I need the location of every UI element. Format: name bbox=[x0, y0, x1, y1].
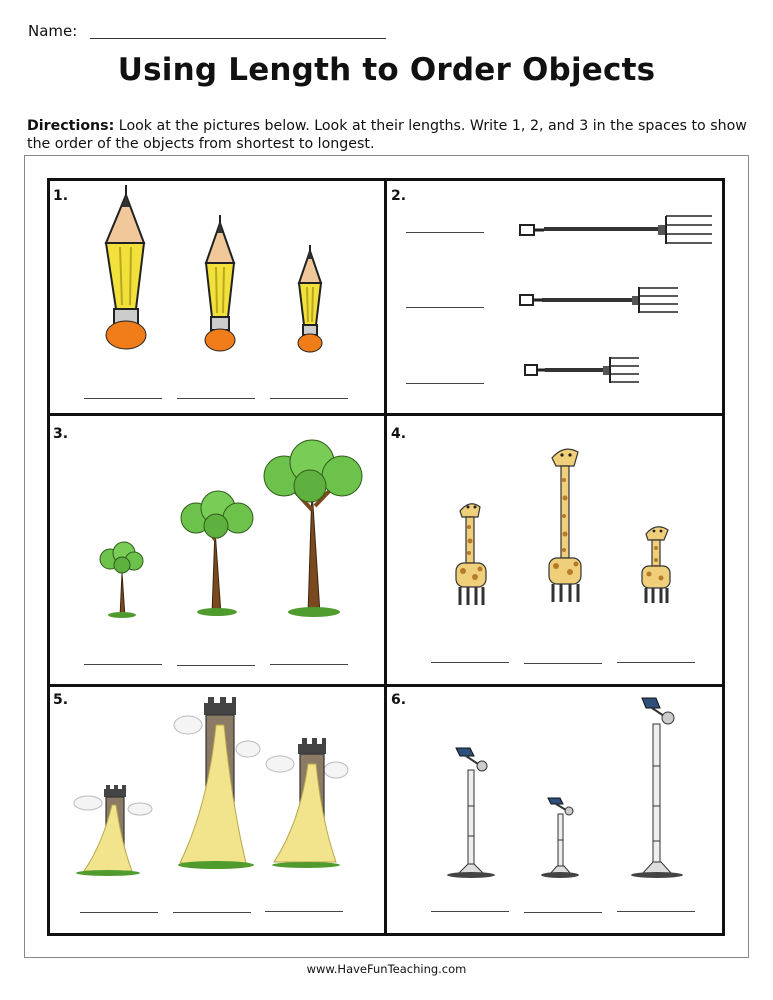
answer-blank-6a[interactable] bbox=[431, 911, 509, 912]
answer-blank-4c[interactable] bbox=[617, 662, 695, 663]
problem-1-number: 1. bbox=[53, 188, 69, 204]
giraffe-tall-icon bbox=[542, 440, 588, 606]
footer-website: www.HaveFunTeaching.com bbox=[306, 962, 467, 976]
grid-divider-horizontal-2 bbox=[47, 684, 725, 687]
tree-small-icon bbox=[98, 543, 146, 619]
pencil-large-icon bbox=[100, 185, 152, 353]
name-label: Name: bbox=[28, 22, 78, 40]
tower-short-icon bbox=[72, 785, 154, 877]
answer-blank-2b[interactable] bbox=[406, 307, 484, 308]
tree-medium-icon bbox=[178, 490, 256, 618]
grid-divider-horizontal-1 bbox=[47, 413, 725, 416]
problem-2-number: 2. bbox=[391, 188, 407, 204]
problem-4-number: 4. bbox=[391, 426, 407, 442]
directions-text: Look at the pictures below. Look at their lengths. Write 1, 2, and 3 in the spaces to show the order of the objects from shortest to longest. bbox=[27, 118, 747, 152]
pencil-small-icon bbox=[294, 245, 326, 355]
answer-blank-4a[interactable] bbox=[431, 662, 509, 663]
lamp-post-medium-icon bbox=[444, 746, 498, 878]
answer-blank-2c[interactable] bbox=[406, 383, 484, 384]
pitchfork-medium-icon bbox=[518, 285, 680, 315]
answer-blank-3a[interactable] bbox=[84, 664, 162, 665]
lamp-post-short-icon bbox=[538, 796, 582, 878]
name-field[interactable] bbox=[90, 38, 386, 39]
problem-3-number: 3. bbox=[53, 426, 69, 442]
worksheet-title: Using Length to Order Objects bbox=[117, 52, 656, 88]
answer-blank-3b[interactable] bbox=[177, 665, 255, 666]
answer-blank-5b[interactable] bbox=[173, 912, 251, 913]
giraffe-medium-icon bbox=[448, 493, 492, 609]
answer-blank-6b[interactable] bbox=[524, 912, 602, 913]
pitchfork-short-icon bbox=[523, 355, 641, 385]
answer-blank-5a[interactable] bbox=[80, 912, 158, 913]
answer-blank-1b[interactable] bbox=[177, 398, 255, 399]
answer-blank-1a[interactable] bbox=[84, 398, 162, 399]
pencil-medium-icon bbox=[200, 215, 240, 355]
tree-large-icon bbox=[262, 440, 364, 618]
problem-5-number: 5. bbox=[53, 692, 69, 708]
giraffe-short-icon bbox=[636, 520, 676, 606]
pitchfork-long-icon bbox=[518, 213, 714, 247]
directions-label: Directions: bbox=[27, 118, 115, 134]
grid-divider-vertical bbox=[384, 178, 387, 936]
tower-tall-icon bbox=[172, 695, 262, 873]
answer-blank-6c[interactable] bbox=[617, 911, 695, 912]
tower-medium-icon bbox=[262, 738, 350, 872]
answer-blank-1c[interactable] bbox=[270, 398, 348, 399]
directions bbox=[27, 117, 747, 153]
answer-blank-4b[interactable] bbox=[524, 663, 602, 664]
problem-6-number: 6. bbox=[391, 692, 407, 708]
answer-blank-3c[interactable] bbox=[270, 664, 348, 665]
answer-blank-2a[interactable] bbox=[406, 232, 484, 233]
answer-blank-5c[interactable] bbox=[265, 911, 343, 912]
lamp-post-tall-icon bbox=[628, 696, 686, 878]
